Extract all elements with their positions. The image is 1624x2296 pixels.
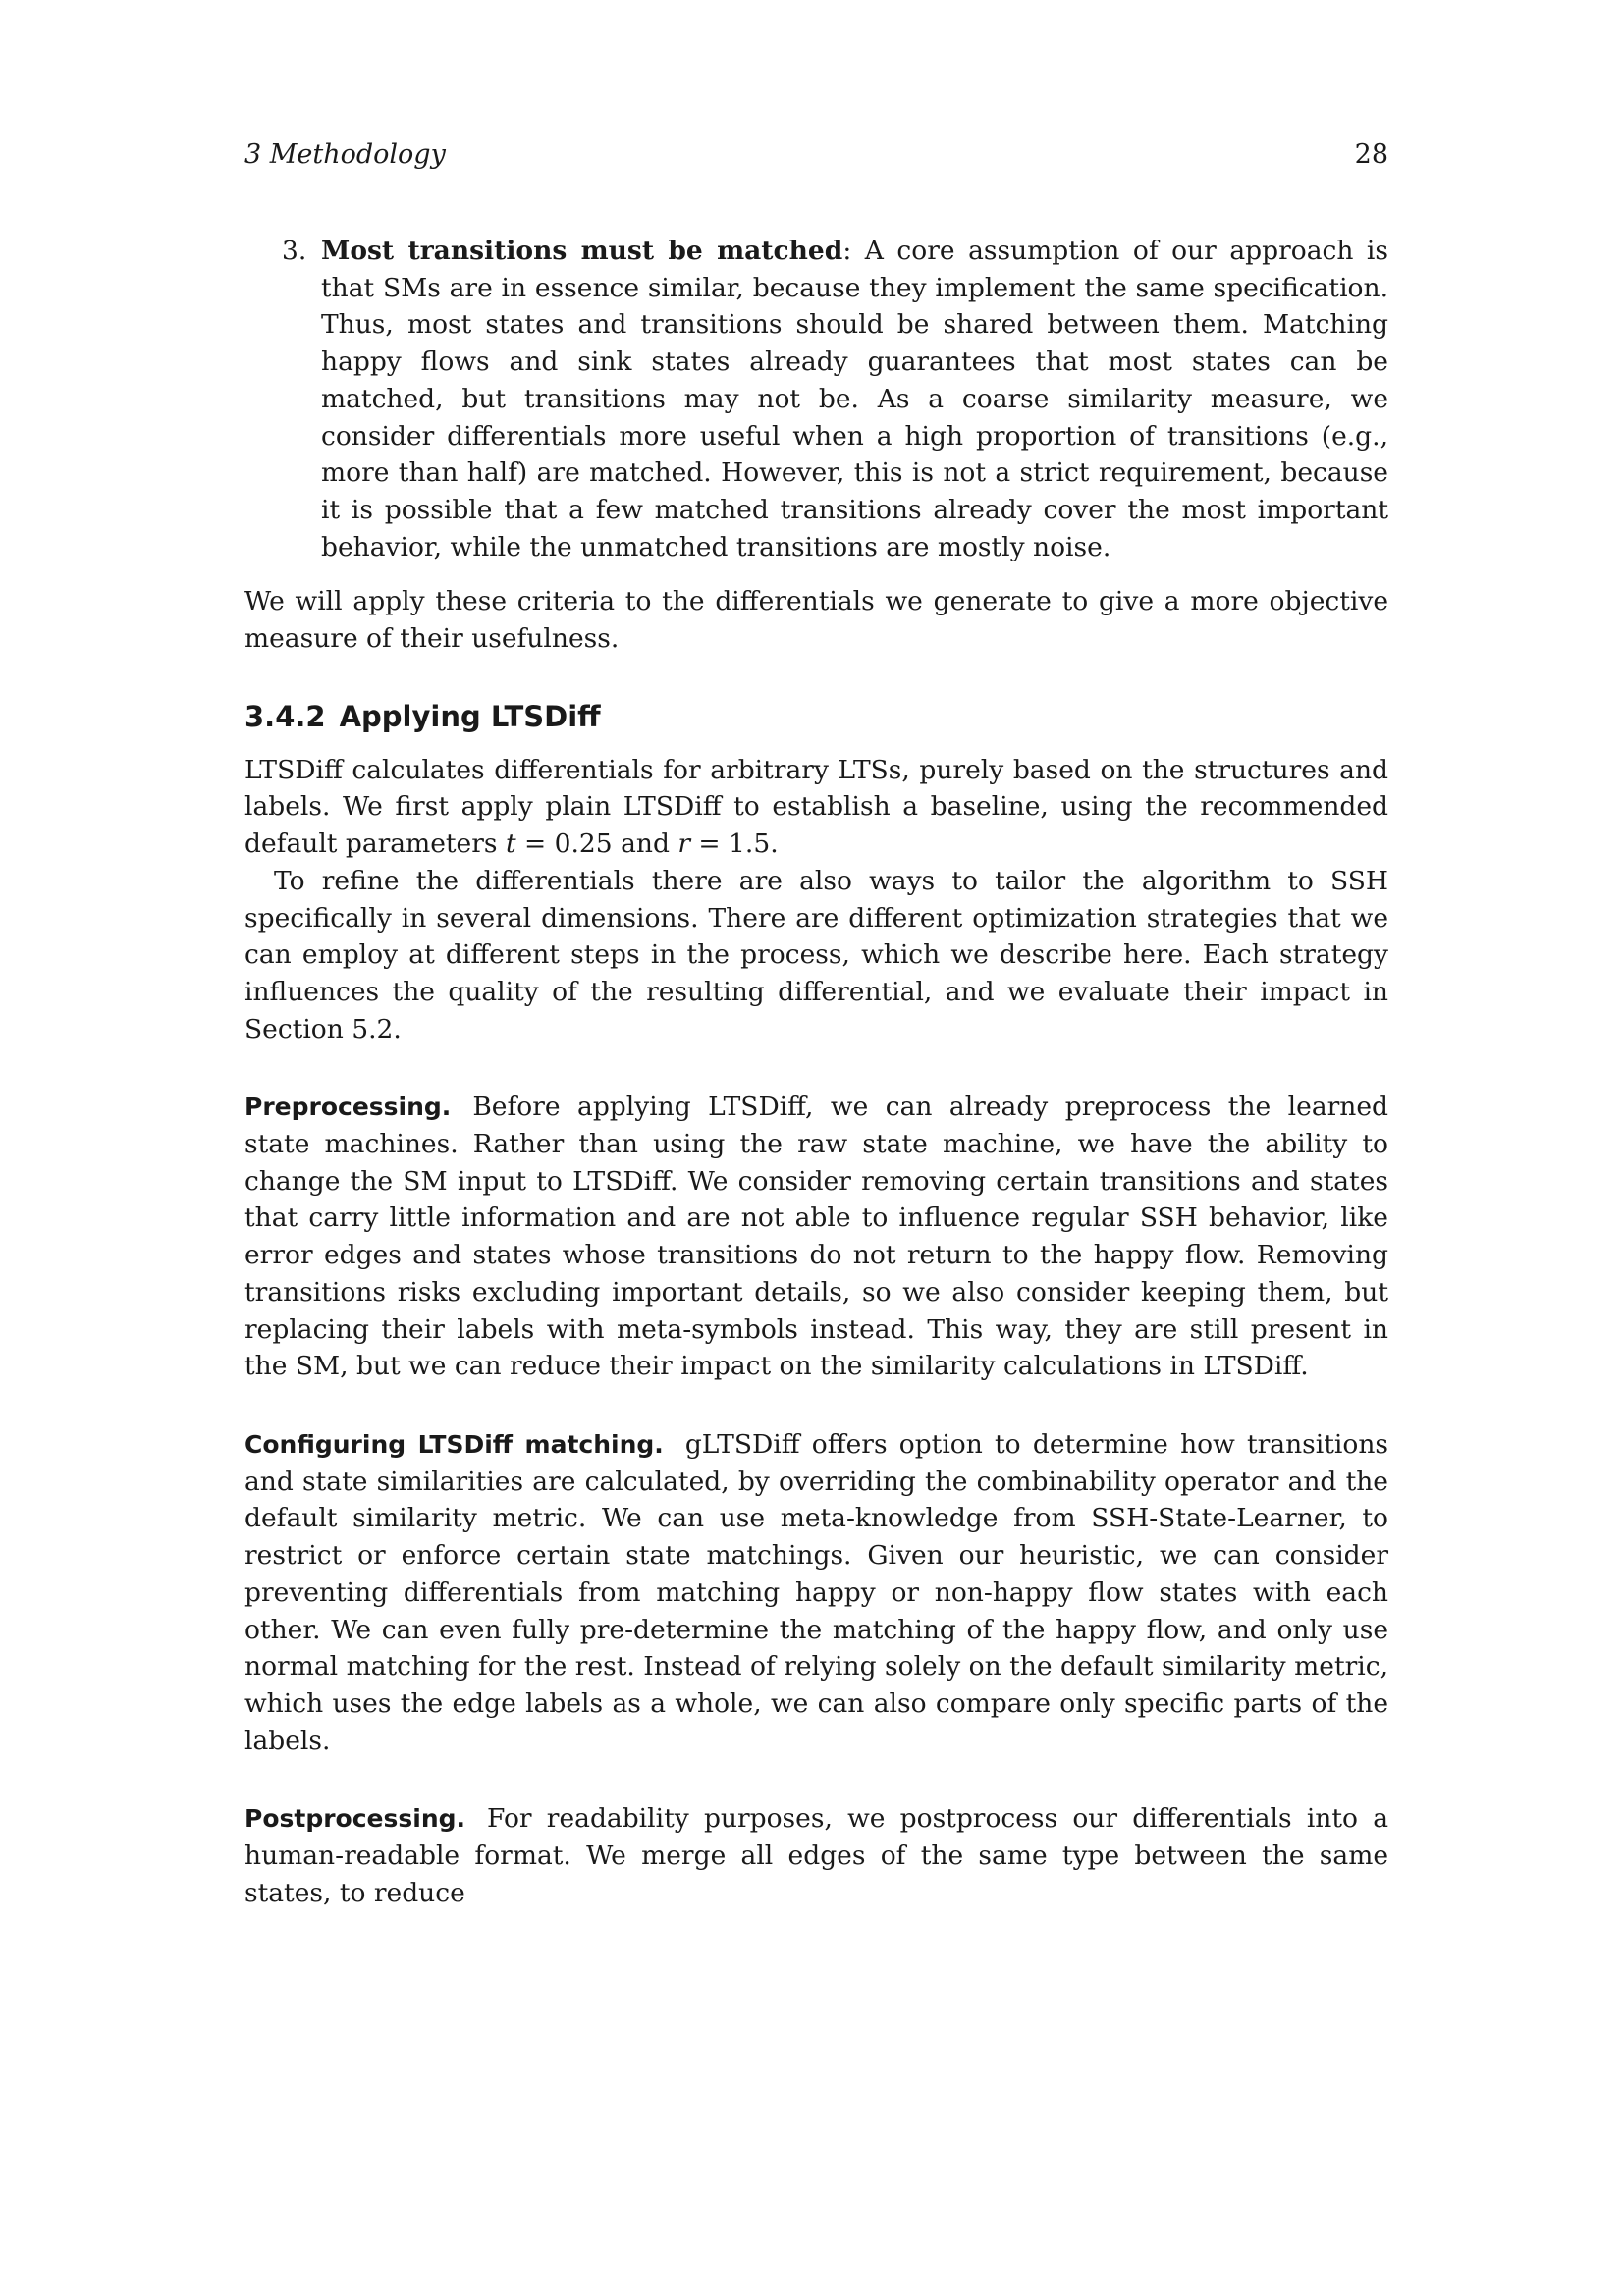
body-text xyxy=(244,233,1388,1911)
refine-paragraph: To refine the differentials there are also ways to tailor the algorithm to SSH specifically in several dimensions. There are different optimization strategies that we can employ at different steps in the process, which we describe here. Each strategy influences the quality of the resulting differential, and we evaluate their impact in Section 5.2. xyxy=(244,865,1388,1044)
running-head xyxy=(244,135,1388,175)
list-item-lead: Most transitions must be matched xyxy=(321,236,843,266)
preprocessing-text: Before applying LTSDiff, we can already preprocess the learned state machines. Rather than using the raw state machine, we have the ability to change the SM input to LTSDiff. We consider removing certain transitions and states that carry little information and are not able to influence regular SSH behavior, like error edges and states whose transitions do not return to the happy flow. Removing transitions risks excluding important details, so we also consider keeping them, but replacing their labels with meta-symbols instead. This way, they are still present in the SM, but we can reduce their impact on the similarity calculations in LTSDiff. xyxy=(244,1092,1388,1382)
matching-paragraph xyxy=(244,1426,1388,1759)
postprocessing-text: For readability purposes, we postprocess our differentials into a human-readable format. We merge all edges of the same type between the same states, to reduce xyxy=(244,1803,1388,1908)
criteria-summary-paragraph: We will apply these criteria to the differentials we generate to give a more objective measure of their usefulness. xyxy=(244,586,1388,655)
chapter-title: 3 Methodology xyxy=(244,139,446,170)
intro-paragraph xyxy=(244,752,1388,863)
list-item-body: : A core assumption of our approach is that SMs are in essence similar, because they implement the same specification. Thus, most states and transitions should be shared between them. Matching happy flows and sink states already guarantees that most states can be matched, but transitions may not be. As a coarse similarity measure, we consider differentials more useful when a high proportion of transitions (e.g., more than half) are matched. However, this is not a strict requirement, because it is possible that a few matched transitions already cover the most important behavior, while the unmatched transitions are mostly noise. xyxy=(321,236,1389,562)
criteria-list-item xyxy=(282,233,1389,565)
param-r-value: = 1.5. xyxy=(690,828,779,860)
intro-text: LTSDiff calculates differentials for arbitrary LTSs, purely based on the structures and labels. We first apply plain LTSDiff to establish a baseline, using the recommended default parameters xyxy=(244,754,1388,860)
preprocessing-heading: Preprocessing. xyxy=(244,1093,452,1122)
param-t: t xyxy=(505,828,516,860)
list-item-text xyxy=(321,233,1388,565)
preprocessing-paragraph xyxy=(244,1089,1388,1385)
page-number: 28 xyxy=(1354,139,1388,170)
postprocessing-paragraph xyxy=(244,1800,1388,1911)
section-number: 3.4.2 xyxy=(244,699,326,733)
matching-heading: Configuring LTSDiff matching. xyxy=(244,1429,664,1459)
param-t-value: = 0.25 and xyxy=(515,828,678,860)
param-r: r xyxy=(677,828,690,860)
list-number: 3. xyxy=(282,236,307,266)
section-title: Applying LTSDiff xyxy=(339,699,601,733)
postprocessing-heading: Postprocessing. xyxy=(244,1804,466,1834)
matching-text: gLTSDiff offers option to determine how transitions and state similarities are calculated, by overriding the combinability operator and the default similarity metric. We can use meta-knowledge from SSH-State-Learner, to restrict or enforce certain state matchings. Given our heuristic, we can consider preventing differentials from matching happy or non-happy flow states with each other. We can even fully pre-determine the matching of the happy flow, and only use normal matching for the rest. Instead of relying solely on the default similarity metric, which uses the edge labels as a whole, we can also compare only specific parts of the labels. xyxy=(244,1428,1388,1756)
section-heading xyxy=(244,697,1388,736)
